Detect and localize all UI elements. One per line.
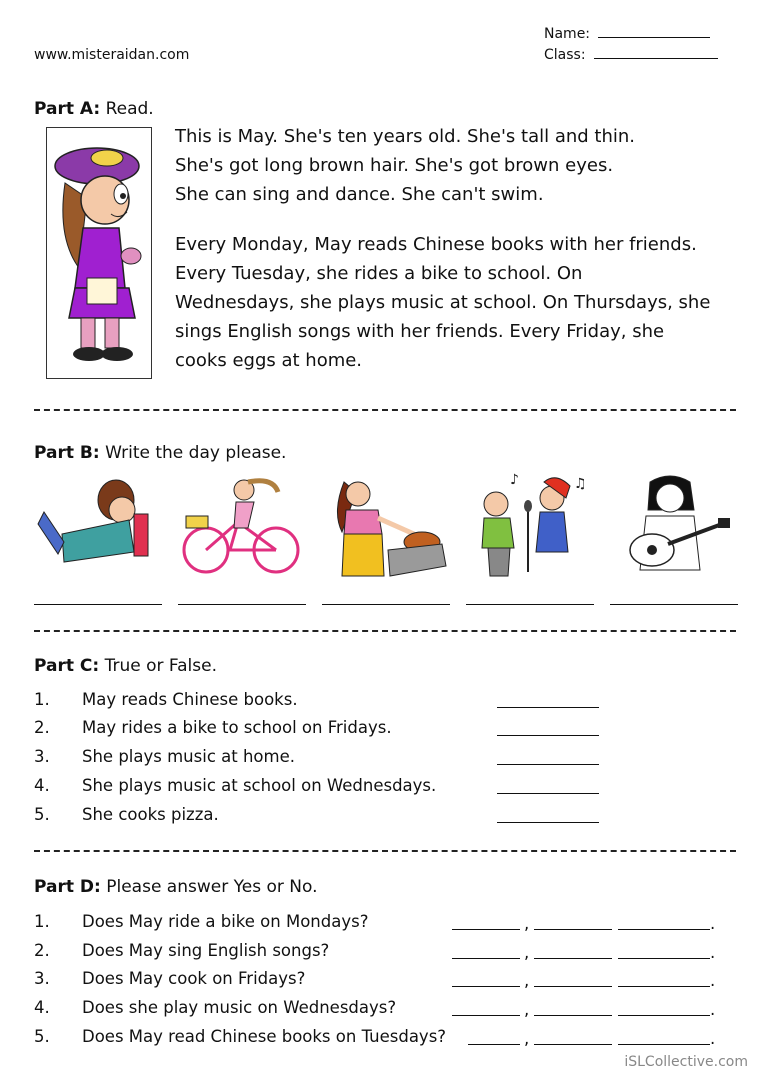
yes-no-item xyxy=(34,912,734,936)
may-picture xyxy=(46,127,152,379)
woman-cooking-picture xyxy=(322,472,447,577)
item-text: May reads Chinese books. xyxy=(82,690,298,709)
item-number: 1. xyxy=(34,690,50,709)
part-c-heading xyxy=(34,656,217,676)
name-line[interactable] xyxy=(598,36,710,38)
answer-line[interactable] xyxy=(534,929,612,930)
day-answer-line-1[interactable] xyxy=(34,604,162,605)
part-b-heading xyxy=(34,443,286,463)
part-d-heading xyxy=(34,877,317,897)
answer-line[interactable] xyxy=(534,986,612,987)
item-text: Does May sing English songs? xyxy=(82,941,330,960)
period: . xyxy=(710,1029,716,1048)
people-singing-picture xyxy=(466,468,591,578)
answer-line[interactable] xyxy=(618,1015,710,1016)
website-url: www.misteraidan.com xyxy=(34,47,190,63)
section-divider xyxy=(34,409,736,411)
answer-line[interactable] xyxy=(534,1044,612,1045)
part-b-label: Part B: xyxy=(34,443,100,463)
day-answer-line-3[interactable] xyxy=(322,604,450,605)
name-label: Name: xyxy=(544,26,591,42)
answer-line[interactable] xyxy=(618,929,710,930)
period: . xyxy=(710,1000,716,1019)
item-text: She plays music at home. xyxy=(82,747,295,766)
item-number: 2. xyxy=(34,941,50,960)
yes-no-item xyxy=(34,998,734,1022)
answer-line[interactable] xyxy=(497,793,599,794)
period: . xyxy=(710,914,716,933)
part-b-instruction: Write the day please. xyxy=(105,443,287,463)
item-number: 5. xyxy=(34,1027,50,1046)
comma: , xyxy=(524,943,530,962)
class-field[interactable] xyxy=(544,47,718,63)
comma: , xyxy=(524,914,530,933)
part-a-paragraph-1 xyxy=(175,122,750,209)
comma: , xyxy=(524,971,530,990)
svg-text:♫: ♫ xyxy=(574,476,587,492)
section-divider xyxy=(34,630,736,632)
true-false-item xyxy=(34,690,734,714)
comma: , xyxy=(524,1000,530,1019)
day-answer-line-5[interactable] xyxy=(610,604,738,605)
paragraph-line: She's got long brown hair. She's got brown eyes. xyxy=(175,155,614,176)
answer-line[interactable] xyxy=(497,735,599,736)
girl-playing-guitar-picture xyxy=(610,470,735,575)
watermark: iSLCollective.com xyxy=(624,1054,748,1070)
answer-line[interactable] xyxy=(618,958,710,959)
item-number: 5. xyxy=(34,805,50,824)
comma: , xyxy=(524,1029,530,1048)
true-false-item xyxy=(34,718,734,742)
yes-no-line[interactable] xyxy=(452,986,520,987)
item-text: Does May cook on Fridays? xyxy=(82,969,306,988)
part-a-heading xyxy=(34,99,154,119)
svg-text:♪: ♪ xyxy=(510,472,519,488)
part-a-paragraph-2 xyxy=(175,230,750,375)
item-number: 2. xyxy=(34,718,50,737)
true-false-item xyxy=(34,747,734,771)
class-label: Class: xyxy=(544,47,586,63)
item-number: 3. xyxy=(34,747,50,766)
yes-no-line[interactable] xyxy=(452,929,520,930)
answer-line[interactable] xyxy=(534,1015,612,1016)
part-d-instruction: Please answer Yes or No. xyxy=(106,877,318,897)
name-field[interactable] xyxy=(544,26,710,42)
item-text: Does she play music on Wednesdays? xyxy=(82,998,397,1017)
paragraph-line: cooks eggs at home. xyxy=(175,350,363,371)
true-false-item xyxy=(34,776,734,800)
answer-line[interactable] xyxy=(534,958,612,959)
yes-no-item xyxy=(34,941,734,965)
yes-no-line[interactable] xyxy=(452,1015,520,1016)
answer-line[interactable] xyxy=(618,1044,710,1045)
item-text: She cooks pizza. xyxy=(82,805,219,824)
item-number: 1. xyxy=(34,912,50,931)
girl-reading-book-picture xyxy=(34,472,159,577)
period: . xyxy=(710,943,716,962)
answer-line[interactable] xyxy=(618,986,710,987)
girl-riding-bike-picture xyxy=(178,472,303,577)
answer-line[interactable] xyxy=(497,822,599,823)
item-number: 4. xyxy=(34,776,50,795)
paragraph-line: She can sing and dance. She can't swim. xyxy=(175,184,544,205)
period: . xyxy=(710,971,716,990)
item-number: 4. xyxy=(34,998,50,1017)
part-c-label: Part C: xyxy=(34,656,100,676)
yes-no-item xyxy=(34,1027,734,1051)
paragraph-line: sings English songs with her friends. Every Friday, she xyxy=(175,321,665,342)
paragraph-line: Wednesdays, she plays music at school. On Thursdays, she xyxy=(175,292,711,313)
class-line[interactable] xyxy=(594,57,718,59)
item-text: She plays music at school on Wednesdays. xyxy=(82,776,437,795)
yes-no-line[interactable] xyxy=(468,1044,520,1045)
section-divider xyxy=(34,850,736,852)
item-text: Does May ride a bike on Mondays? xyxy=(82,912,369,931)
part-a-instruction: Read. xyxy=(105,99,154,119)
item-text: May rides a bike to school on Fridays. xyxy=(82,718,392,737)
paragraph-line: Every Tuesday, she rides a bike to school. On xyxy=(175,263,583,284)
part-a-label: Part A: xyxy=(34,99,101,119)
yes-no-line[interactable] xyxy=(452,958,520,959)
answer-line[interactable] xyxy=(497,764,599,765)
yes-no-item xyxy=(34,969,734,993)
day-answer-line-4[interactable] xyxy=(466,604,594,605)
paragraph-line: This is May. She's ten years old. She's tall and thin. xyxy=(175,126,636,147)
true-false-item xyxy=(34,805,734,829)
part-c-instruction: True or False. xyxy=(104,656,217,676)
paragraph-line: Every Monday, May reads Chinese books with her friends. xyxy=(175,234,697,255)
item-text: Does May read Chinese books on Tuesdays? xyxy=(82,1027,447,1046)
item-number: 3. xyxy=(34,969,50,988)
part-d-label: Part D: xyxy=(34,877,101,897)
day-answer-line-2[interactable] xyxy=(178,604,306,605)
answer-line[interactable] xyxy=(497,707,599,708)
